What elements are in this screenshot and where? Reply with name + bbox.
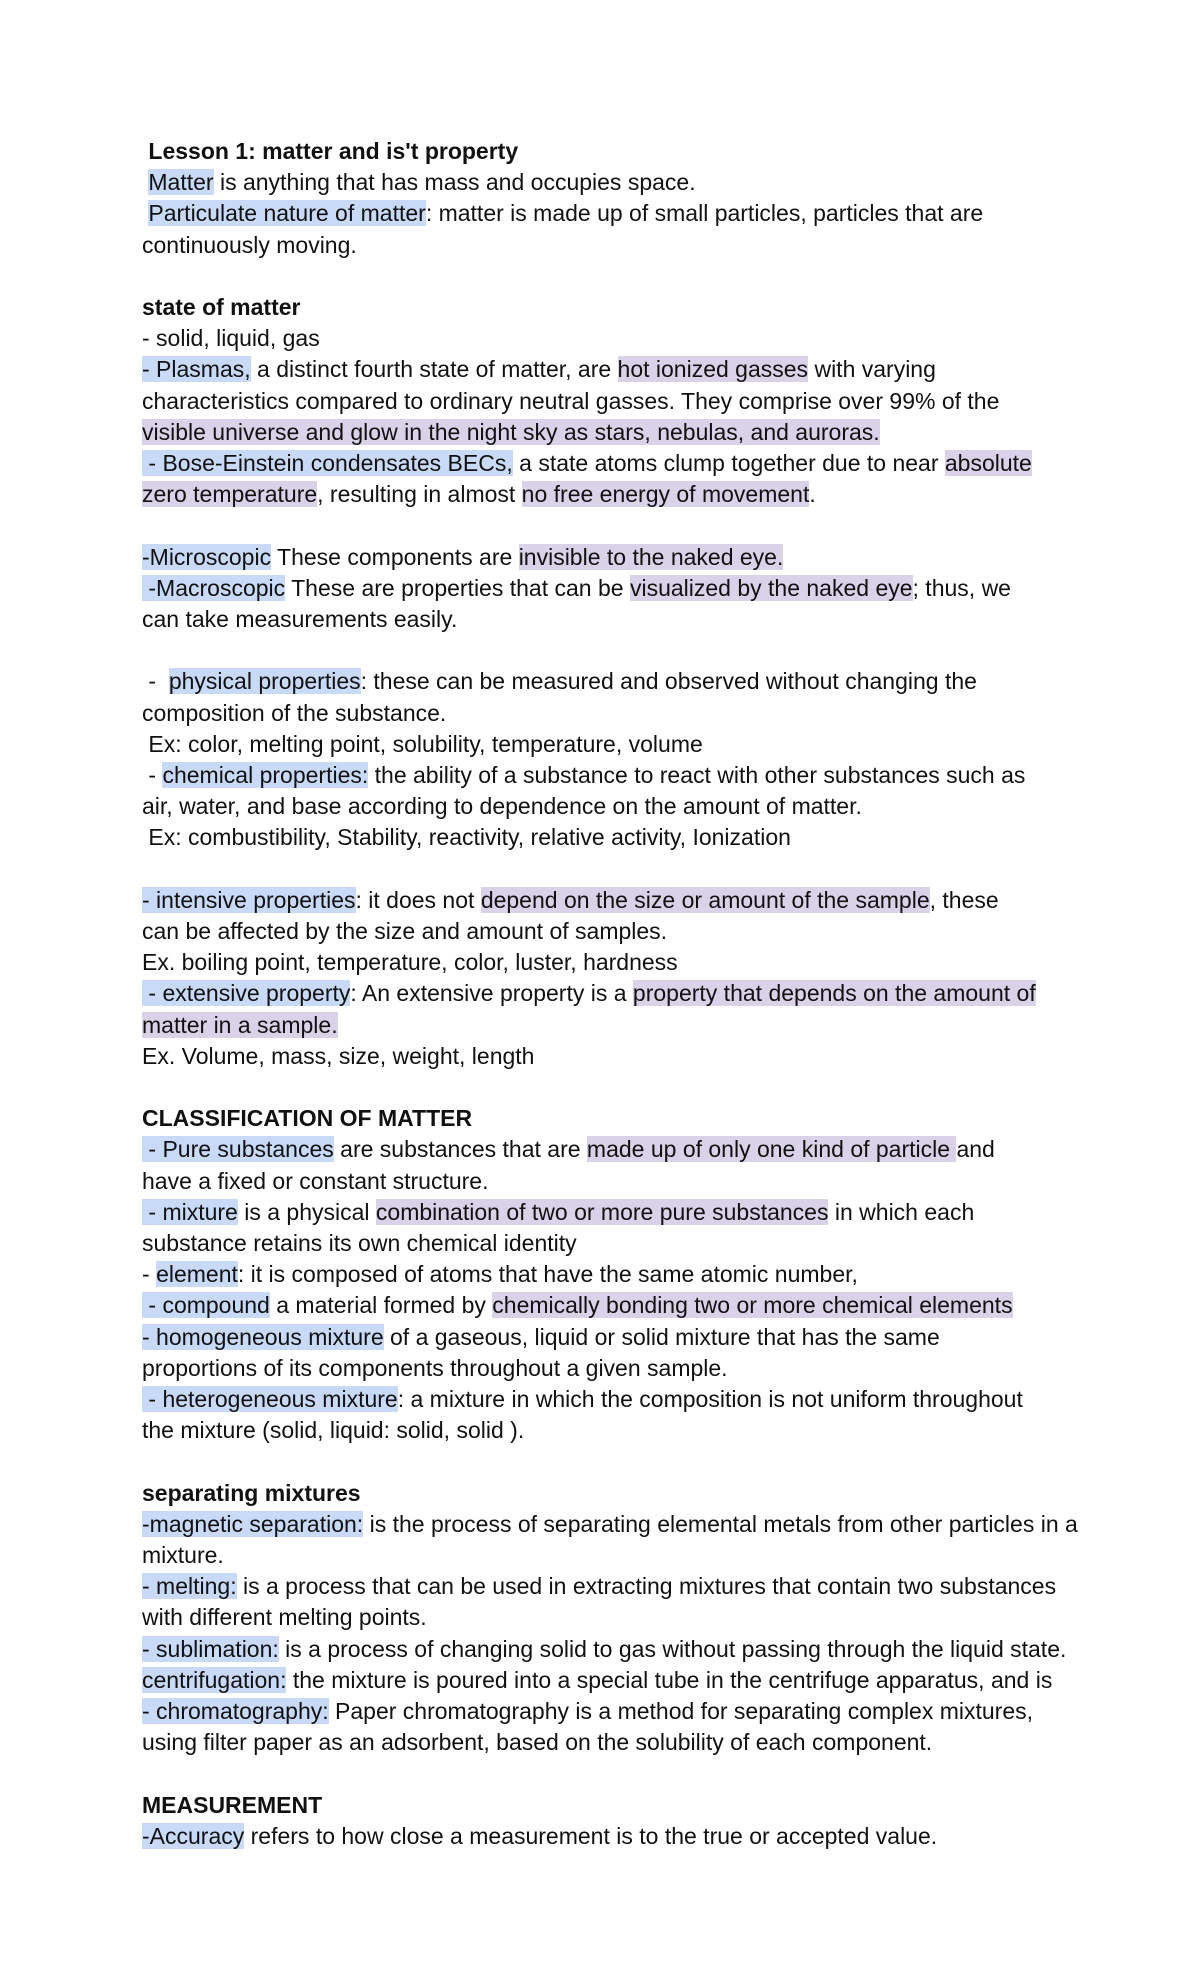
text-line bbox=[142, 1041, 1080, 1072]
text-segment: Ex: color, melting point, solubility, temperature, volume bbox=[142, 730, 703, 757]
text-line bbox=[142, 386, 1080, 417]
text-line bbox=[142, 354, 1080, 385]
text-line bbox=[142, 448, 1080, 479]
text-segment: is a process of changing solid to gas without passing through the liquid state. bbox=[278, 1635, 1067, 1662]
text-segment: proportions of its components throughout a given sample. bbox=[142, 1354, 728, 1381]
highlighted-phrase: absolute bbox=[944, 450, 1032, 477]
text-line bbox=[142, 1166, 1080, 1197]
section-heading bbox=[142, 1103, 1080, 1134]
text-line bbox=[142, 1384, 1080, 1415]
text-segment: : it is composed of atoms that have the same atomic number, bbox=[237, 1261, 858, 1288]
highlighted-phrase: chemically bonding two or more chemical elements bbox=[492, 1292, 1013, 1319]
highlighted-phrase: visualized by the naked eye bbox=[629, 574, 913, 601]
text-line bbox=[142, 1197, 1080, 1228]
text-line bbox=[142, 822, 1080, 853]
text-segment: . bbox=[809, 481, 816, 508]
highlighted-term: Particulate nature of matter bbox=[148, 200, 426, 227]
text-line bbox=[142, 791, 1080, 822]
highlighted-term: - intensive properties bbox=[142, 886, 356, 913]
text-segment: and bbox=[956, 1136, 995, 1163]
highlighted-phrase: no free energy of movement bbox=[521, 481, 810, 508]
text-segment: , resulting in almost bbox=[317, 481, 522, 508]
text-line bbox=[142, 1571, 1080, 1602]
text-line bbox=[142, 167, 1080, 198]
highlighted-phrase: combination of two or more pure substances bbox=[375, 1198, 829, 1225]
highlighted-term: - melting: bbox=[142, 1573, 237, 1600]
text-line bbox=[142, 1602, 1080, 1633]
highlighted-term: - Pure substances bbox=[142, 1136, 334, 1163]
text-segment: : it does not bbox=[355, 886, 481, 913]
text-line bbox=[142, 1353, 1080, 1384]
highlighted-phrase: hot ionized gasses bbox=[617, 356, 809, 383]
blank-line bbox=[142, 1758, 1080, 1789]
highlighted-term: - extensive property bbox=[142, 980, 351, 1007]
highlighted-phrase: invisible to the naked eye. bbox=[518, 543, 784, 570]
text-line bbox=[142, 729, 1080, 760]
blank-line bbox=[142, 635, 1080, 666]
text-segment: : matter is made up of small particles, particles that are bbox=[425, 200, 984, 227]
highlighted-term: - compound bbox=[142, 1292, 270, 1319]
text-line bbox=[142, 604, 1080, 635]
text-segment: with different melting points. bbox=[142, 1604, 427, 1631]
text-line bbox=[142, 573, 1080, 604]
text-line bbox=[142, 760, 1080, 791]
highlighted-term: - Bose-Einstein condensates BECs, bbox=[142, 450, 513, 477]
blank-line bbox=[142, 1446, 1080, 1477]
highlighted-term: -Macroscopic bbox=[142, 574, 286, 601]
text-segment: have a fixed or constant structure. bbox=[142, 1167, 489, 1194]
text-segment: the mixture (solid, liquid: solid, solid ). bbox=[142, 1417, 525, 1444]
highlighted-term: - heterogeneous mixture bbox=[142, 1386, 398, 1413]
text-segment: refers to how close a measurement is to the true or accepted value. bbox=[244, 1822, 938, 1849]
text-segment: ; thus, we bbox=[912, 574, 1011, 601]
text-line bbox=[142, 1290, 1080, 1321]
text-segment: Lesson 1: matter and is't property bbox=[142, 138, 519, 164]
text-segment: in which each bbox=[828, 1198, 975, 1225]
text-line bbox=[142, 1634, 1080, 1665]
highlighted-phrase: made up of only one kind of particle bbox=[586, 1136, 957, 1163]
text-segment: CLASSIFICATION OF MATTER bbox=[142, 1105, 473, 1132]
highlighted-term: -Accuracy bbox=[142, 1822, 245, 1849]
text-line bbox=[142, 1509, 1080, 1540]
text-segment: using filter paper as an adsorbent, based on the solubility of each component. bbox=[142, 1729, 933, 1756]
highlighted-term: element bbox=[156, 1261, 238, 1288]
text-segment: mixture. bbox=[142, 1542, 224, 1569]
text-line bbox=[142, 1322, 1080, 1353]
text-segment: is a physical bbox=[237, 1198, 376, 1225]
text-segment: a distinct fourth state of matter, are bbox=[250, 356, 618, 383]
text-line bbox=[142, 1696, 1080, 1727]
text-segment: - bbox=[142, 1261, 157, 1288]
text-line bbox=[142, 698, 1080, 729]
text-line bbox=[142, 479, 1080, 510]
text-segment: with varying bbox=[808, 356, 936, 383]
text-line bbox=[142, 198, 1080, 229]
text-line bbox=[142, 1134, 1080, 1165]
text-segment: air, water, and base according to dependence on the amount of matter. bbox=[142, 793, 862, 820]
highlighted-term: Matter bbox=[148, 169, 214, 196]
highlighted-term: centrifugation: bbox=[142, 1666, 287, 1693]
highlighted-term: -magnetic separation: bbox=[142, 1510, 364, 1537]
highlighted-term: - sublimation: bbox=[142, 1635, 279, 1662]
highlighted-phrase: depend on the size or amount of the sample bbox=[480, 886, 930, 913]
text-segment: Paper chromatography is a method for separating complex mixtures, bbox=[328, 1698, 1034, 1725]
text-segment: a material formed by bbox=[269, 1292, 493, 1319]
text-line bbox=[142, 1727, 1080, 1758]
text-segment: : An extensive property is a bbox=[350, 980, 633, 1007]
blank-line bbox=[142, 1072, 1080, 1103]
text-line bbox=[142, 978, 1080, 1009]
text-segment: can be affected by the size and amount of samples. bbox=[142, 918, 668, 945]
highlighted-phrase: matter in a sample. bbox=[142, 1011, 338, 1038]
text-line bbox=[142, 323, 1080, 354]
text-segment: These components are bbox=[271, 543, 519, 570]
blank-line bbox=[142, 854, 1080, 885]
text-line bbox=[142, 916, 1080, 947]
highlighted-term: - chromatography: bbox=[142, 1698, 329, 1725]
text-segment: of a gaseous, liquid or solid mixture that has the same bbox=[383, 1323, 940, 1350]
text-line bbox=[142, 542, 1080, 573]
highlighted-term: - mixture bbox=[142, 1198, 238, 1225]
text-segment: are substances that are bbox=[333, 1136, 587, 1163]
highlighted-phrase: property that depends on the amount of bbox=[632, 980, 1036, 1007]
text-segment: Ex. Volume, mass, size, weight, length bbox=[142, 1042, 535, 1069]
text-segment: continuously moving. bbox=[142, 231, 357, 258]
text-line bbox=[142, 947, 1080, 978]
text-line bbox=[142, 885, 1080, 916]
highlighted-term: -Microscopic bbox=[142, 543, 272, 570]
text-segment: can take measurements easily. bbox=[142, 606, 458, 633]
text-segment: - solid, liquid, gas bbox=[142, 325, 320, 352]
text-line bbox=[142, 1010, 1080, 1041]
text-segment: MEASUREMENT bbox=[142, 1791, 323, 1818]
text-segment: substance retains its own chemical identity bbox=[142, 1230, 577, 1257]
text-segment: characteristics compared to ordinary neutral gasses. They comprise over 99% of the bbox=[142, 387, 1000, 414]
highlighted-term: physical properties bbox=[168, 668, 361, 695]
text-segment: Ex. boiling point, temperature, color, luster, hardness bbox=[142, 949, 678, 976]
text-segment: is anything that has mass and occupies space. bbox=[213, 169, 696, 196]
highlighted-term: - Plasmas, bbox=[142, 356, 251, 383]
text-segment: composition of the substance. bbox=[142, 699, 447, 726]
text-segment: : a mixture in which the composition is not uniform throughout bbox=[397, 1386, 1023, 1413]
text-segment: a state atoms clump together due to near bbox=[512, 450, 945, 477]
blank-line bbox=[142, 261, 1080, 292]
section-heading bbox=[142, 292, 1080, 323]
text-segment: - bbox=[142, 668, 169, 695]
text-line bbox=[142, 1821, 1080, 1852]
text-segment: Ex: combustibility, Stability, reactivity, relative activity, Ionization bbox=[142, 824, 791, 851]
text-segment: : these can be measured and observed without changing the bbox=[360, 668, 977, 695]
text-line bbox=[142, 1228, 1080, 1259]
text-line bbox=[142, 1665, 1080, 1696]
text-segment: the mixture is poured into a special tube in the centrifuge apparatus, and is bbox=[286, 1666, 1053, 1693]
text-line bbox=[142, 666, 1080, 697]
text-line bbox=[142, 417, 1080, 448]
text-segment: is a process that can be used in extracting mixtures that contain two substances bbox=[236, 1573, 1057, 1600]
highlighted-term: - homogeneous mixture bbox=[142, 1323, 384, 1350]
highlighted-phrase: zero temperature bbox=[142, 481, 318, 508]
section-heading bbox=[142, 1478, 1080, 1509]
text-segment: state of matter bbox=[142, 294, 301, 320]
text-line bbox=[142, 1540, 1080, 1571]
text-segment: - bbox=[142, 762, 163, 789]
text-segment: the ability of a substance to react with other substances such as bbox=[368, 762, 1026, 789]
text-line bbox=[142, 1415, 1080, 1446]
text-line bbox=[142, 230, 1080, 261]
text-line bbox=[142, 1259, 1080, 1290]
text-segment: , these bbox=[929, 886, 999, 913]
highlighted-term: chemical properties: bbox=[162, 762, 369, 789]
section-heading bbox=[142, 136, 1080, 167]
section-heading bbox=[142, 1790, 1080, 1821]
text-segment: is the process of separating elemental metals from other particles in a bbox=[363, 1510, 1078, 1537]
blank-line bbox=[142, 510, 1080, 541]
text-segment: These are properties that can be bbox=[285, 574, 630, 601]
highlighted-phrase: visible universe and glow in the night sky as stars, nebulas, and auroras. bbox=[142, 418, 880, 445]
text-segment: separating mixtures bbox=[142, 1479, 361, 1506]
